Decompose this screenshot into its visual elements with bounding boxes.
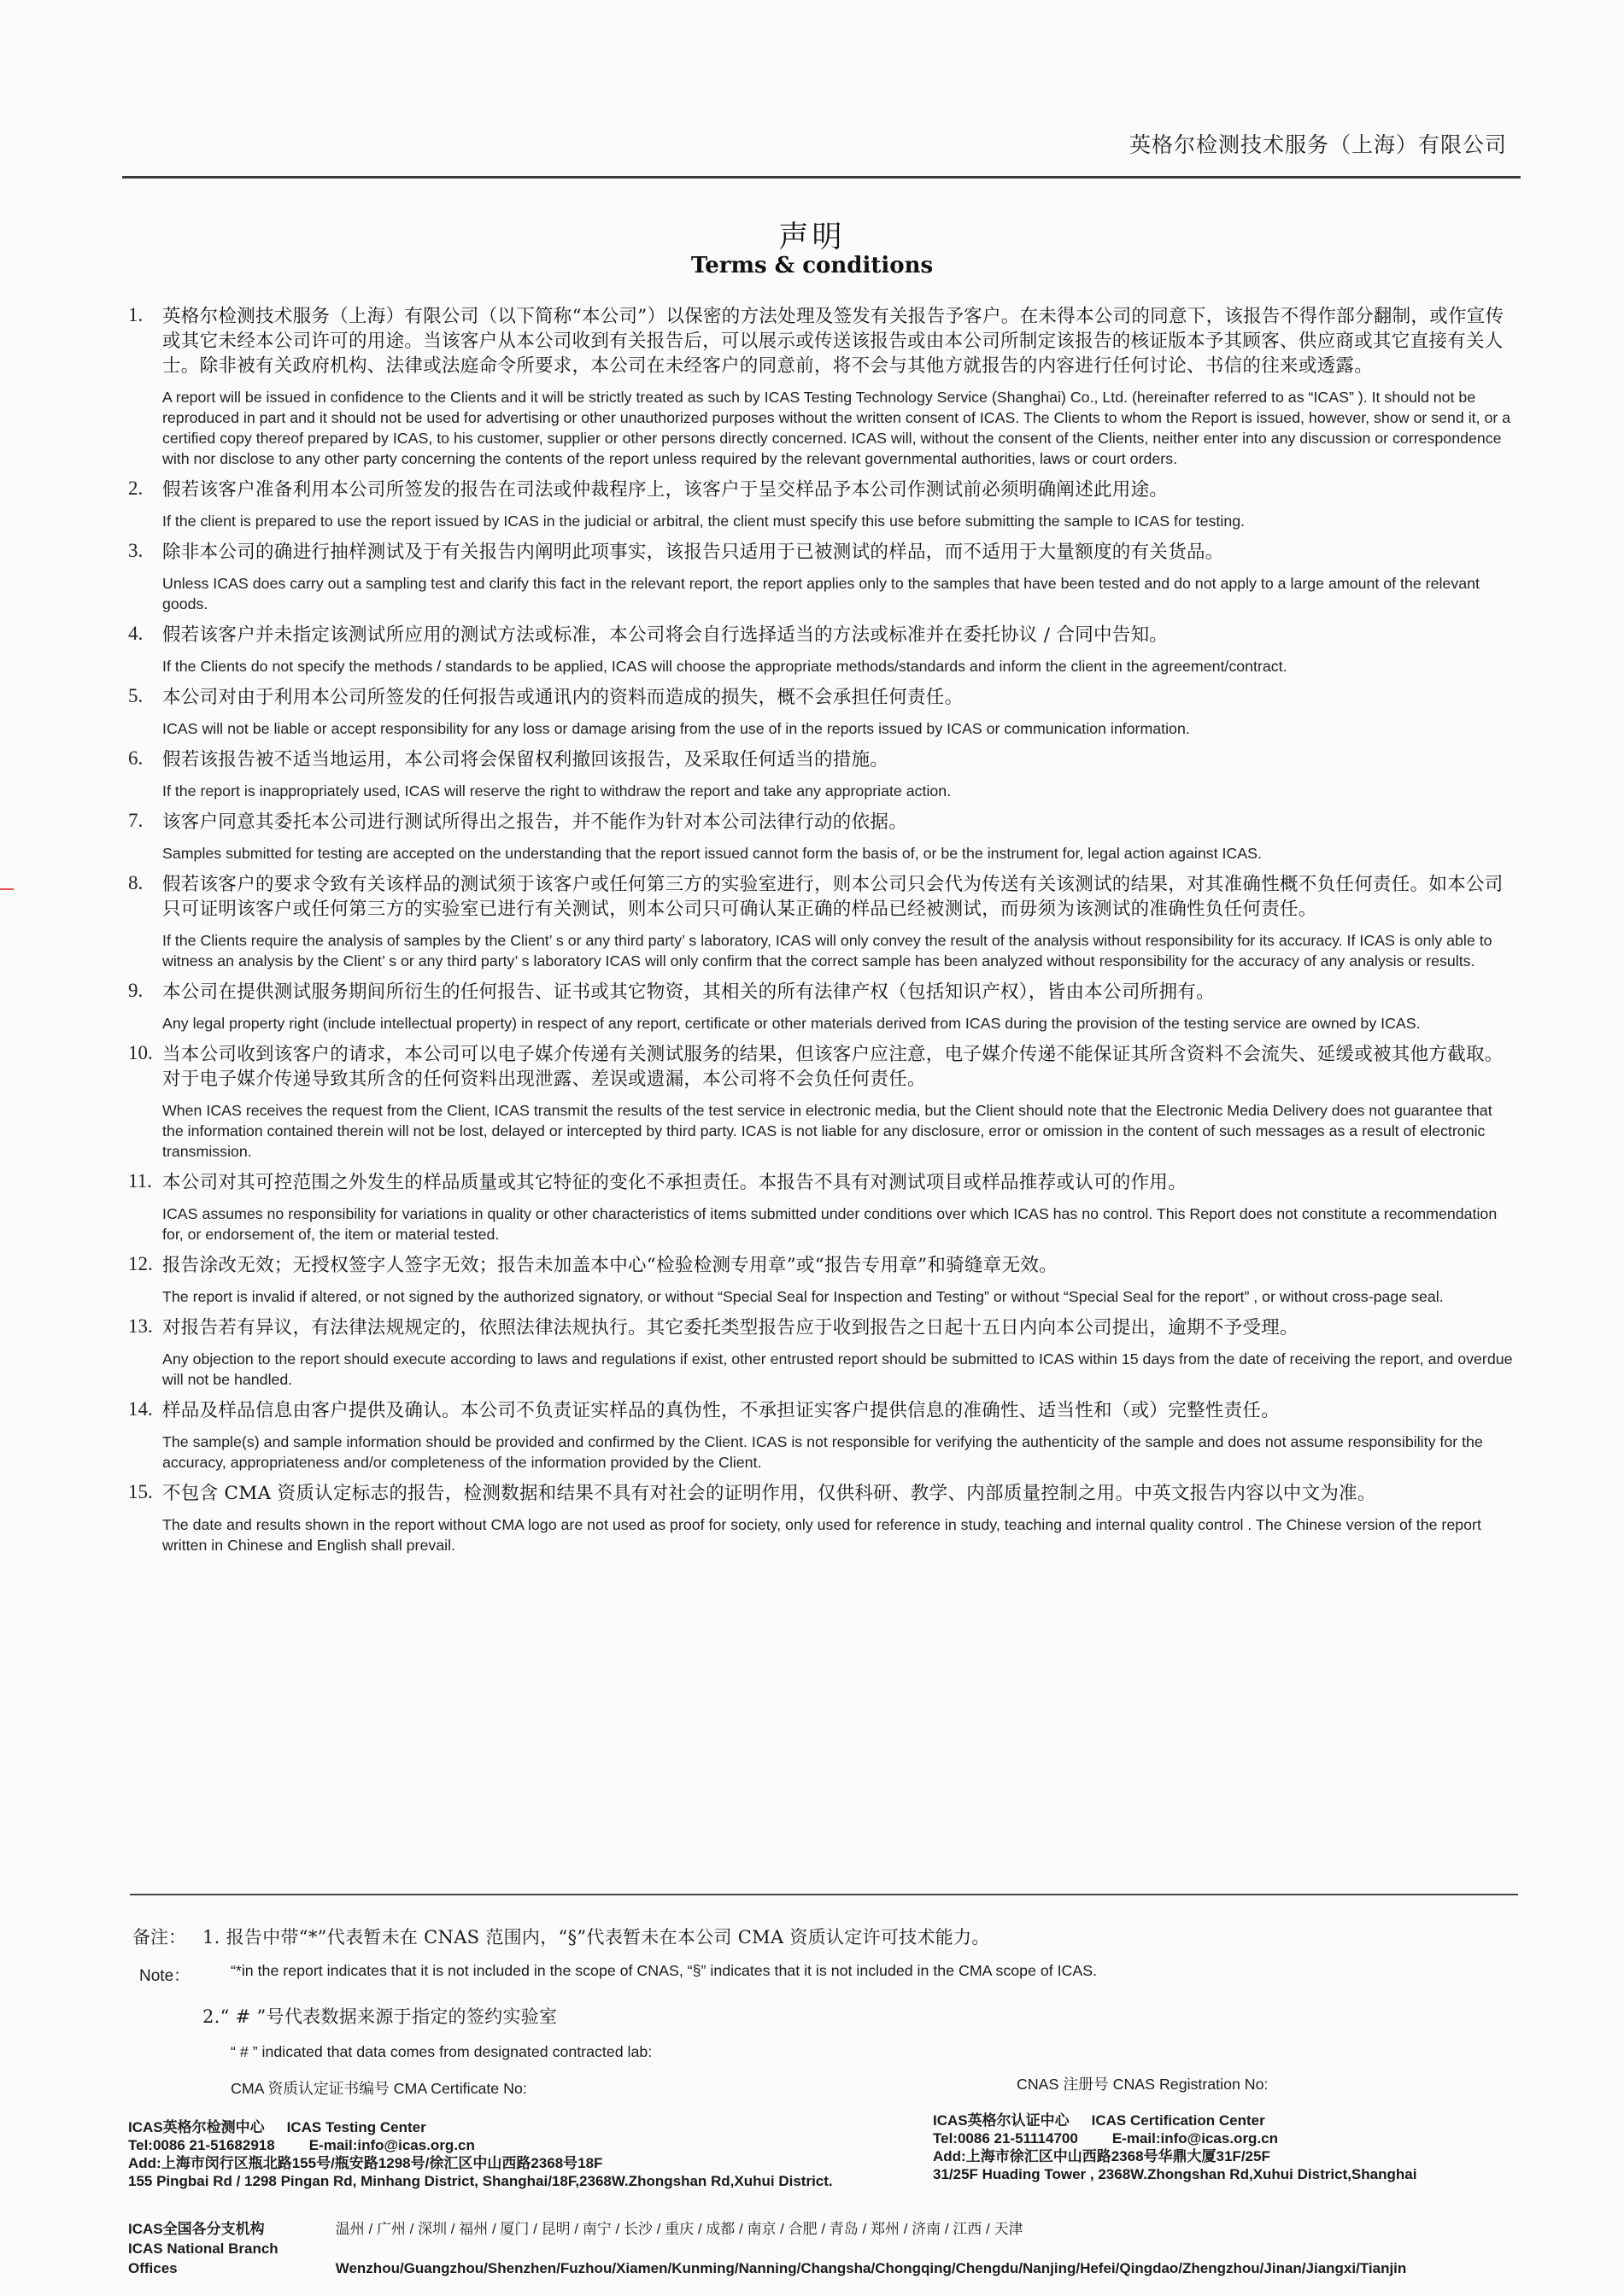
branch-offices [128,2219,1525,2278]
branch-city: / 南宁 [571,2221,612,2237]
page-title-cn: 声明 [778,220,846,255]
testing-center-address-cn: Add:上海市闵行区瓶北路155号/瓶安路1298号/徐汇区中山西路2368号18F [128,2155,603,2171]
note-label-cn: 备注： [132,1927,186,1948]
clause-number: 3. [128,540,144,561]
clause-number: 12. [128,1253,153,1274]
clause-5 [128,685,1516,739]
clause-number: 14. [128,1398,153,1420]
certification-center-email: E-mail:info@icas.org.cn [1111,2130,1279,2147]
testing-center-name-en: ICAS Testing Center [286,2119,426,2135]
margin-mark [0,888,14,890]
clause-text-cn: 除非本公司的确进行抽样测试及于有关报告内阐明此项事实，该报告只适用于已被测试的样品，而不适用于大量额度的有关货品。 [162,542,1224,563]
clause-3 [128,540,1516,614]
branch-city: / 南京 [735,2221,776,2237]
branch-city: / 福州 [447,2221,488,2237]
clause-text-en: When ICAS receives the request from the Client, ICAS transmit the results of the test service in electronic media, but the Client should note that the Electronic Media Delivery does not guarantee that the information contained therein will not be lost, delayed or intercepted by third party. ICAS is not liable for any disclosure, error or omission in the content of such messages as a result of electronic transmission. [162,1102,1492,1160]
clause-15 [128,1481,1516,1555]
clause-number: 15. [128,1481,153,1502]
clause-text-cn: 本公司在提供测试服务期间所衍生的任何报告、证书或其它物资，其相关的所有法律产权（包括知识产权），皆由本公司所拥有。 [162,981,1215,1003]
clause-10 [128,1042,1516,1162]
terms-list [128,304,1516,1564]
clause-text-en: If the Clients do not specify the methods / standards to be applied, ICAS will choose the appropriate methods/standards and inform the client in the agreement/contract. [162,658,1287,675]
clause-6 [128,747,1516,801]
clause-text-en: Samples submitted for testing are accepted on the understanding that the report issued cannot form the basis of, or be the instrument for, legal action against ICAS. [162,845,1262,862]
note-2-en: “ # ” indicated that data comes from designated contracted lab: [231,2043,653,2060]
clause-number: 7. [128,810,144,831]
testing-center-address-en: 155 Pingbai Rd / 1298 Pingan Rd, Minhang District, Shanghai/18F,2368W.Zhongshan Rd,Xuhui District. [128,2173,833,2189]
clause-4 [128,623,1516,676]
header-divider [122,176,1521,179]
clause-text-en: ICAS assumes no responsibility for variations in quality or other characteristics of items submitted under conditions over which ICAS has no control. This Report does not constitute a recommendation for, or endorsement of, the item or material tested. [162,1205,1498,1243]
clause-text-cn: 该客户同意其委托本公司进行测试所得出之报告，并不能作为针对本公司法律行动的依据。 [162,811,908,833]
clause-text-cn: 不包含 CMA 资质认定标志的报告，检测数据和结果不具有对社会的证明作用，仅供科研、教学、内部质量控制之用。中英文报告内容以中文为准。 [162,1483,1376,1504]
notes-divider [130,1894,1518,1895]
clause-number: 5. [128,685,144,706]
clause-text-cn: 本公司对其可控范围之外发生的样品质量或其它特征的变化不承担责任。本报告不具有对测试项目或样品推荐或认可的作用。 [162,1172,1187,1193]
branch-city-list-cn [336,2221,1023,2237]
clause-text-cn: 对报告若有异议，有法律法规规定的，依照法律法规执行。其它委托类型报告应于收到报告之日起十五日内向本公司提出，逾期不予受理。 [162,1317,1299,1338]
clause-number: 8. [128,872,144,893]
branch-city: / 成都 [694,2221,735,2237]
note-1-cn: 1. 报告中带“*”代表暂未在 CNAS 范围内，“§”代表暂未在本公司 CMA 资质认定许可技术能力。 [202,1927,990,1948]
certification-center-info [933,2112,1416,2183]
testing-center-tel: Tel:0086 21-51682918 [128,2137,275,2153]
clause-text-en: The report is invalid if altered, or not signed by the authorized signatory, or without “Special Seal for Inspection and Testing” or without “Special Seal for the report” , or without cross-page seal. [162,1288,1444,1305]
clause-8 [128,872,1516,971]
branch-city: / 济南 [900,2221,941,2237]
clause-7 [128,810,1516,864]
testing-center-name-cn: ICAS英格尔检测中心 [128,2119,265,2135]
testing-center-info [128,2118,833,2190]
clause-text-en: Unless ICAS does carry out a sampling test and clarify this fact in the relevant report, the report applies only to the samples that have been tested and do not apply to a large amount of the relevant goods. [162,575,1480,612]
clause-number: 11. [128,1170,152,1192]
note-2-cn: 2.“ # ”号代表数据来源于指定的签约实验室 [202,2006,558,2027]
clause-number: 6. [128,747,144,769]
testing-center-email: E-mail:info@icas.org.cn [308,2137,475,2153]
clause-text-en: If the Clients require the analysis of samples by the Client’ s or any third party’ s laboratory, ICAS will only convey the result of the analysis without responsibility for its accuracy. If ICAS is only able to witness an analysis by the Client’ s or any third party’ s laboratory ICAS will only confirm that the correct sample has been analyzed without responsibility for the accuracy of any analysis or results. [162,932,1492,969]
clause-text-en: The date and results shown in the report without CMA logo are not used as proof for society, only used for reference in study, teaching and internal quality control . The Chinese version of the report written in Chinese and English shall prevail. [162,1516,1481,1554]
branch-city: / 深圳 [406,2221,447,2237]
cnas-registration-label: CNAS 注册号 CNAS Registration No: [1017,2076,1269,2093]
certification-center-tel: Tel:0086 21-51114700 [933,2130,1078,2147]
clause-text-en: If the client is prepared to use the report issued by ICAS in the judicial or arbitral, the client must specify this use before submitting the sample to ICAS for testing. [162,512,1246,530]
clause-number: 10. [128,1042,153,1063]
clause-text-cn: 样品及样品信息由客户提供及确认。本公司不负责证实样品的真伪性，不承担证实客户提供信息的准确性、适当性和（或）完整性责任。 [162,1400,1281,1421]
branch-city: / 重庆 [653,2221,694,2237]
branch-city: / 郑州 [859,2221,900,2237]
clause-number: 13. [128,1315,153,1337]
clause-2 [128,477,1516,531]
branch-offices-label-cn: ICAS全国各分支机构 [128,2221,265,2237]
clause-12 [128,1253,1516,1307]
clause-text-en: Any objection to the report should execute according to laws and regulations if exist, other entrusted report should be submitted to ICAS within 15 days from the date of receiving the report, and overdue will not be handled. [162,1350,1513,1388]
branch-offices-label-en: ICAS National Branch Offices [128,2240,278,2276]
clause-13 [128,1315,1516,1390]
branch-city: / 长沙 [612,2221,653,2237]
clause-text-cn: 假若该客户并未指定该测试所应用的测试方法或标准，本公司将会自行选择适当的方法或标准并在委托协议 / 合同中告知。 [162,624,1169,646]
clause-text-cn: 报告涂改无效；无授权签字人签字无效；报告未加盖本中心“检验检测专用章”或“报告专用章”和骑缝章无效。 [162,1255,1058,1276]
certification-center-address-en: 31/25F Huading Tower , 2368W.Zhongshan Rd,Xuhui District,Shanghai [933,2166,1417,2182]
branch-city-list-en: Wenzhou/Guangzhou/Shenzhen/Fuzhou/Xiamen/Kunming/Nanning/Changsha/Chongqing/Chengdu/Nanjing/Hefei/Qingdao/Zhengzhou/Jinan/Jiangxi/Tianjin [335,2260,1407,2276]
clause-text-cn: 英格尔检测技术服务（上海）有限公司（以下简称“本公司”）以保密的方法处理及签发有关报告予客户。在未得本公司的同意下，该报告不得作部分翻制，或作宣传或其它未经本公司许可的用途。当该客户从本公司收到有关报告后，可以展示或传送该报告或由本公司所制定该报告的核证版本予其顾客、供应商或其它直接有关人士。除非被有关政府机构、法律或法庭命令所要求，本公司在未经客户的同意前，将不会与其他方就报告的内容进行任何讨论、书信的往来或透露。 [162,306,1504,377]
certification-center-address-cn: Add:上海市徐汇区中山西路2368号华鼎大厦31F/25F [933,2148,1270,2164]
branch-city: / 天津 [982,2221,1023,2237]
branch-city: / 合肥 [776,2221,817,2237]
clause-text-cn: 假若该报告被不适当地运用，本公司将会保留权利撤回该报告，及采取任何适当的措施。 [162,749,889,770]
header-company-name: 英格尔检测技术服务（上海）有限公司 [1129,132,1507,157]
note-label-en: Note： [139,1967,191,1985]
clause-text-cn: 当本公司收到该客户的请求，本公司可以电子媒介传递有关测试服务的结果，但该客户应注意，电子媒介传递不能保证其所含资料不会流失、延缓或被其他方截取。对于电子媒介传递导致其所含的任何资料出现泄露、差误或遗漏，本公司将不会负任何责任。 [162,1044,1504,1090]
clause-text-cn: 本公司对由于利用本公司所签发的任何报告或通讯内的资料而造成的损失，概不会承担任何责任。 [162,687,964,708]
clause-text-cn: 假若该客户准备利用本公司所签发的报告在司法或仲裁程序上，该客户于呈交样品予本公司作测试前必须明确阐述此用途。 [162,479,1169,501]
clause-text-en: A report will be issued in confidence to the Clients and it will be strictly treated as such by ICAS Testing Technology Service (Shanghai) Co., Ltd. (hereinafter referred to as “ICAS” ). It should not be reproduced in part and it should not be used for advertising or other unauthorized purposes without the written consent of ICAS. The Clients to whom the Report is issued, however, show or send it, or a certified copy thereof prepared by ICAS, to his customer, supplier or other persons directly concerned. ICAS will, without the consent of the Clients, neither enter into any discussion or correspondence with nor disclose to any other party concerning the contents of the report unless required by the relevant governmental authorities, laws or court orders. [162,389,1511,467]
clause-number: 2. [128,477,144,499]
note-1-en: “*in the report indicates that it is not included in the scope of CNAS, “§” indicates that it is not included in the CMA scope of ICAS. [231,1962,1098,1979]
branch-city: / 昆明 [529,2221,570,2237]
clause-9 [128,980,1516,1034]
clause-text-en: If the report is inappropriately used, ICAS will reserve the right to withdraw the report and take any appropriate action. [162,782,952,800]
clause-text-cn: 假若该客户的要求令致有关该样品的测试须于该客户或任何第三方的实验室进行，则本公司只会代为传送有关该测试的结果，对其准确性概不负任何责任。如本公司只可证明该客户或任何第三方的实验室已进行有关测试，则本公司只可确认某正确的样品已经被测试，而毋须为该测试的准确性负任何责任。 [162,874,1504,920]
clause-text-en: The sample(s) and sample information should be provided and confirmed by the Client. ICAS is not responsible for verifying the authenticity of the sample and does not assume responsibility for the accuracy, appropriateness and/or completeness of the information provided by the Client. [162,1433,1483,1471]
clause-text-en: Any legal property right (include intellectual property) in respect of any report, certificate or other materials derived from ICAS during the provision of the testing service are owned by ICAS. [162,1015,1421,1032]
clause-11 [128,1170,1516,1245]
branch-city: / 青岛 [818,2221,859,2237]
clause-14 [128,1398,1516,1473]
clause-text-en: ICAS will not be liable or accept responsibility for any loss or damage arising from the use of in the reports issued by ICAS or communication information. [162,720,1190,737]
branch-city: / 江西 [941,2221,982,2237]
clause-number: 4. [128,623,144,644]
certification-center-name-en: ICAS Certification Center [1091,2112,1265,2129]
branch-city: 温州 [335,2221,365,2237]
clause-number: 9. [128,980,144,1001]
cma-certificate-label: CMA 资质认定证书编号 CMA Certificate No: [231,2080,527,2097]
certification-center-name-cn: ICAS英格尔认证中心 [933,2112,1070,2129]
branch-city: / 厦门 [488,2221,529,2237]
footer [128,2112,1525,2276]
branch-city: / 广州 [365,2221,406,2237]
clause-1 [128,304,1516,469]
clause-number: 1. [128,304,144,325]
page-title-en: Terms & conditions [690,253,934,278]
